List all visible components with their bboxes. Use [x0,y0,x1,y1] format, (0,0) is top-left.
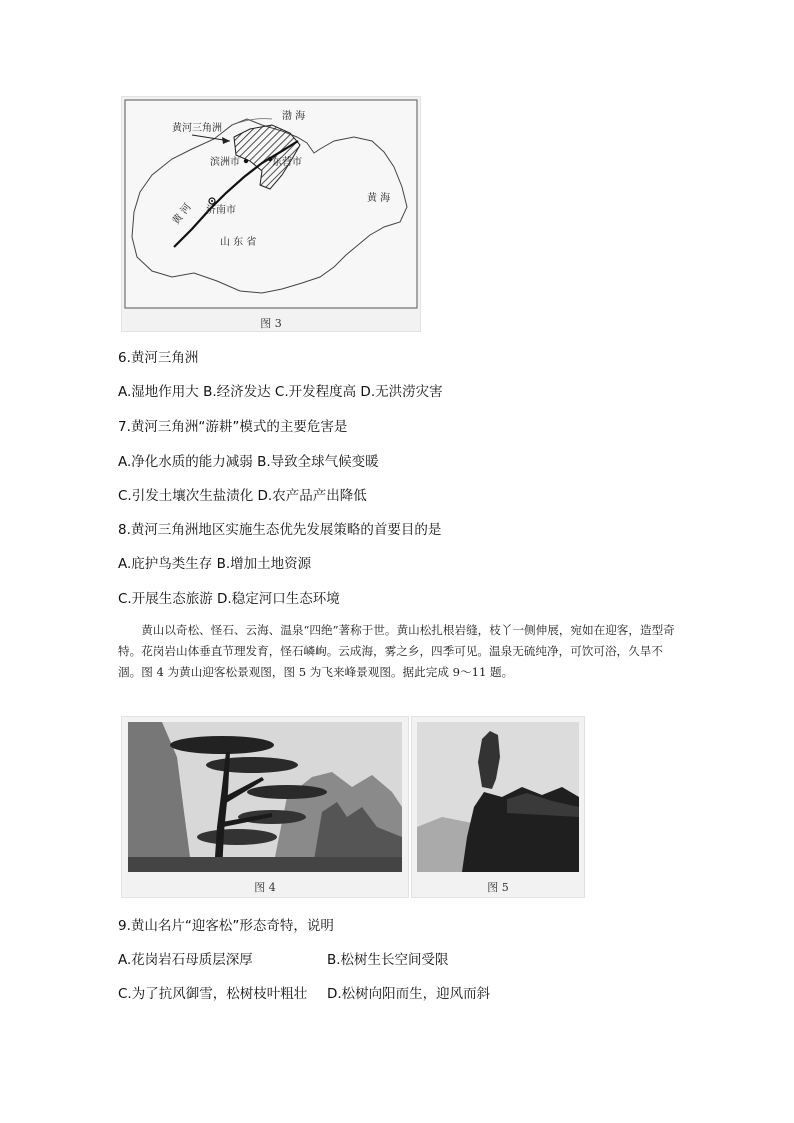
q7-options-line2: C.引发土壤次生盐渍化 D.农产品产出降低 [118,488,367,504]
q9-option-a: A.花岗岩石母质层深厚 [118,952,253,968]
figure-4-caption: 图 4 [254,881,276,894]
q8-options-line1: A.庇护鸟类生存 B.增加土地资源 [118,556,312,572]
pine-canopy-top [170,736,274,754]
label-yellow-river: 黄 河 [170,201,194,227]
figure-5-caption: 图 5 [487,881,509,894]
q9-option-c: C.为了抗风御雪，松树枝叶粗壮 [118,986,308,1002]
peak-photo [412,717,584,877]
q9-option-b: B.松树生长空间受限 [327,952,449,968]
q8-options-line2: C.开展生态旅游 D.稳定河口生态环境 [118,591,340,607]
label-delta: 黄河三角洲 [172,123,222,134]
reading-passage [118,620,683,683]
q9-option-d: D.松树向阳而生，迎风而斜 [327,986,491,1002]
map-drawing [122,97,420,331]
label-binzhou: 滨洲市 [210,157,240,168]
q6-stem: 6.黄河三角洲 [118,350,199,366]
figure-5-photo [411,716,585,898]
q9-stem: 9.黄山名片“迎客松”形态奇特，说明 [118,918,334,934]
label-huanghai: 黄 海 [367,193,391,204]
label-shandong: 山 东 省 [220,237,257,248]
label-bohai: 渤 海 [282,111,306,122]
passage-text: 黄山以奇松、怪石、云海、温泉“四绝”著称于世。黄山松扎根岩缝，枝丫一侧伸展，宛如在迎客，造型奇特。花岗岩山体垂直节理发育，怪石嶙峋。云成海，雾之乡，四季可见。温泉无硫纯净，可饮可浴，久旱不涸。图 4 为黄山迎客松景观图，图 5 为飞来峰景观图。据此完成 9～11 题。 [118,623,675,679]
binzhou-dot [244,159,248,163]
q7-stem: 7.黄河三角洲“游耕”模式的主要危害是 [118,419,348,435]
q6-options: A.湿地作用大 B.经济发达 C.开发程度高 D.无洪涝灾害 [118,384,443,400]
figure-3-map [121,96,421,332]
figure-3-caption: 图 3 [260,317,282,330]
label-dongying: 东营市 [272,157,302,168]
q8-stem: 8.黄河三角洲地区实施生态优先发展策略的首要目的是 [118,522,442,538]
pine-photo [122,717,408,877]
figure-4-photo [121,716,409,898]
label-jinan: 济南市 [206,205,236,216]
q7-options-line1: A.净化水质的能力减弱 B.导致全球气候变暖 [118,454,379,470]
